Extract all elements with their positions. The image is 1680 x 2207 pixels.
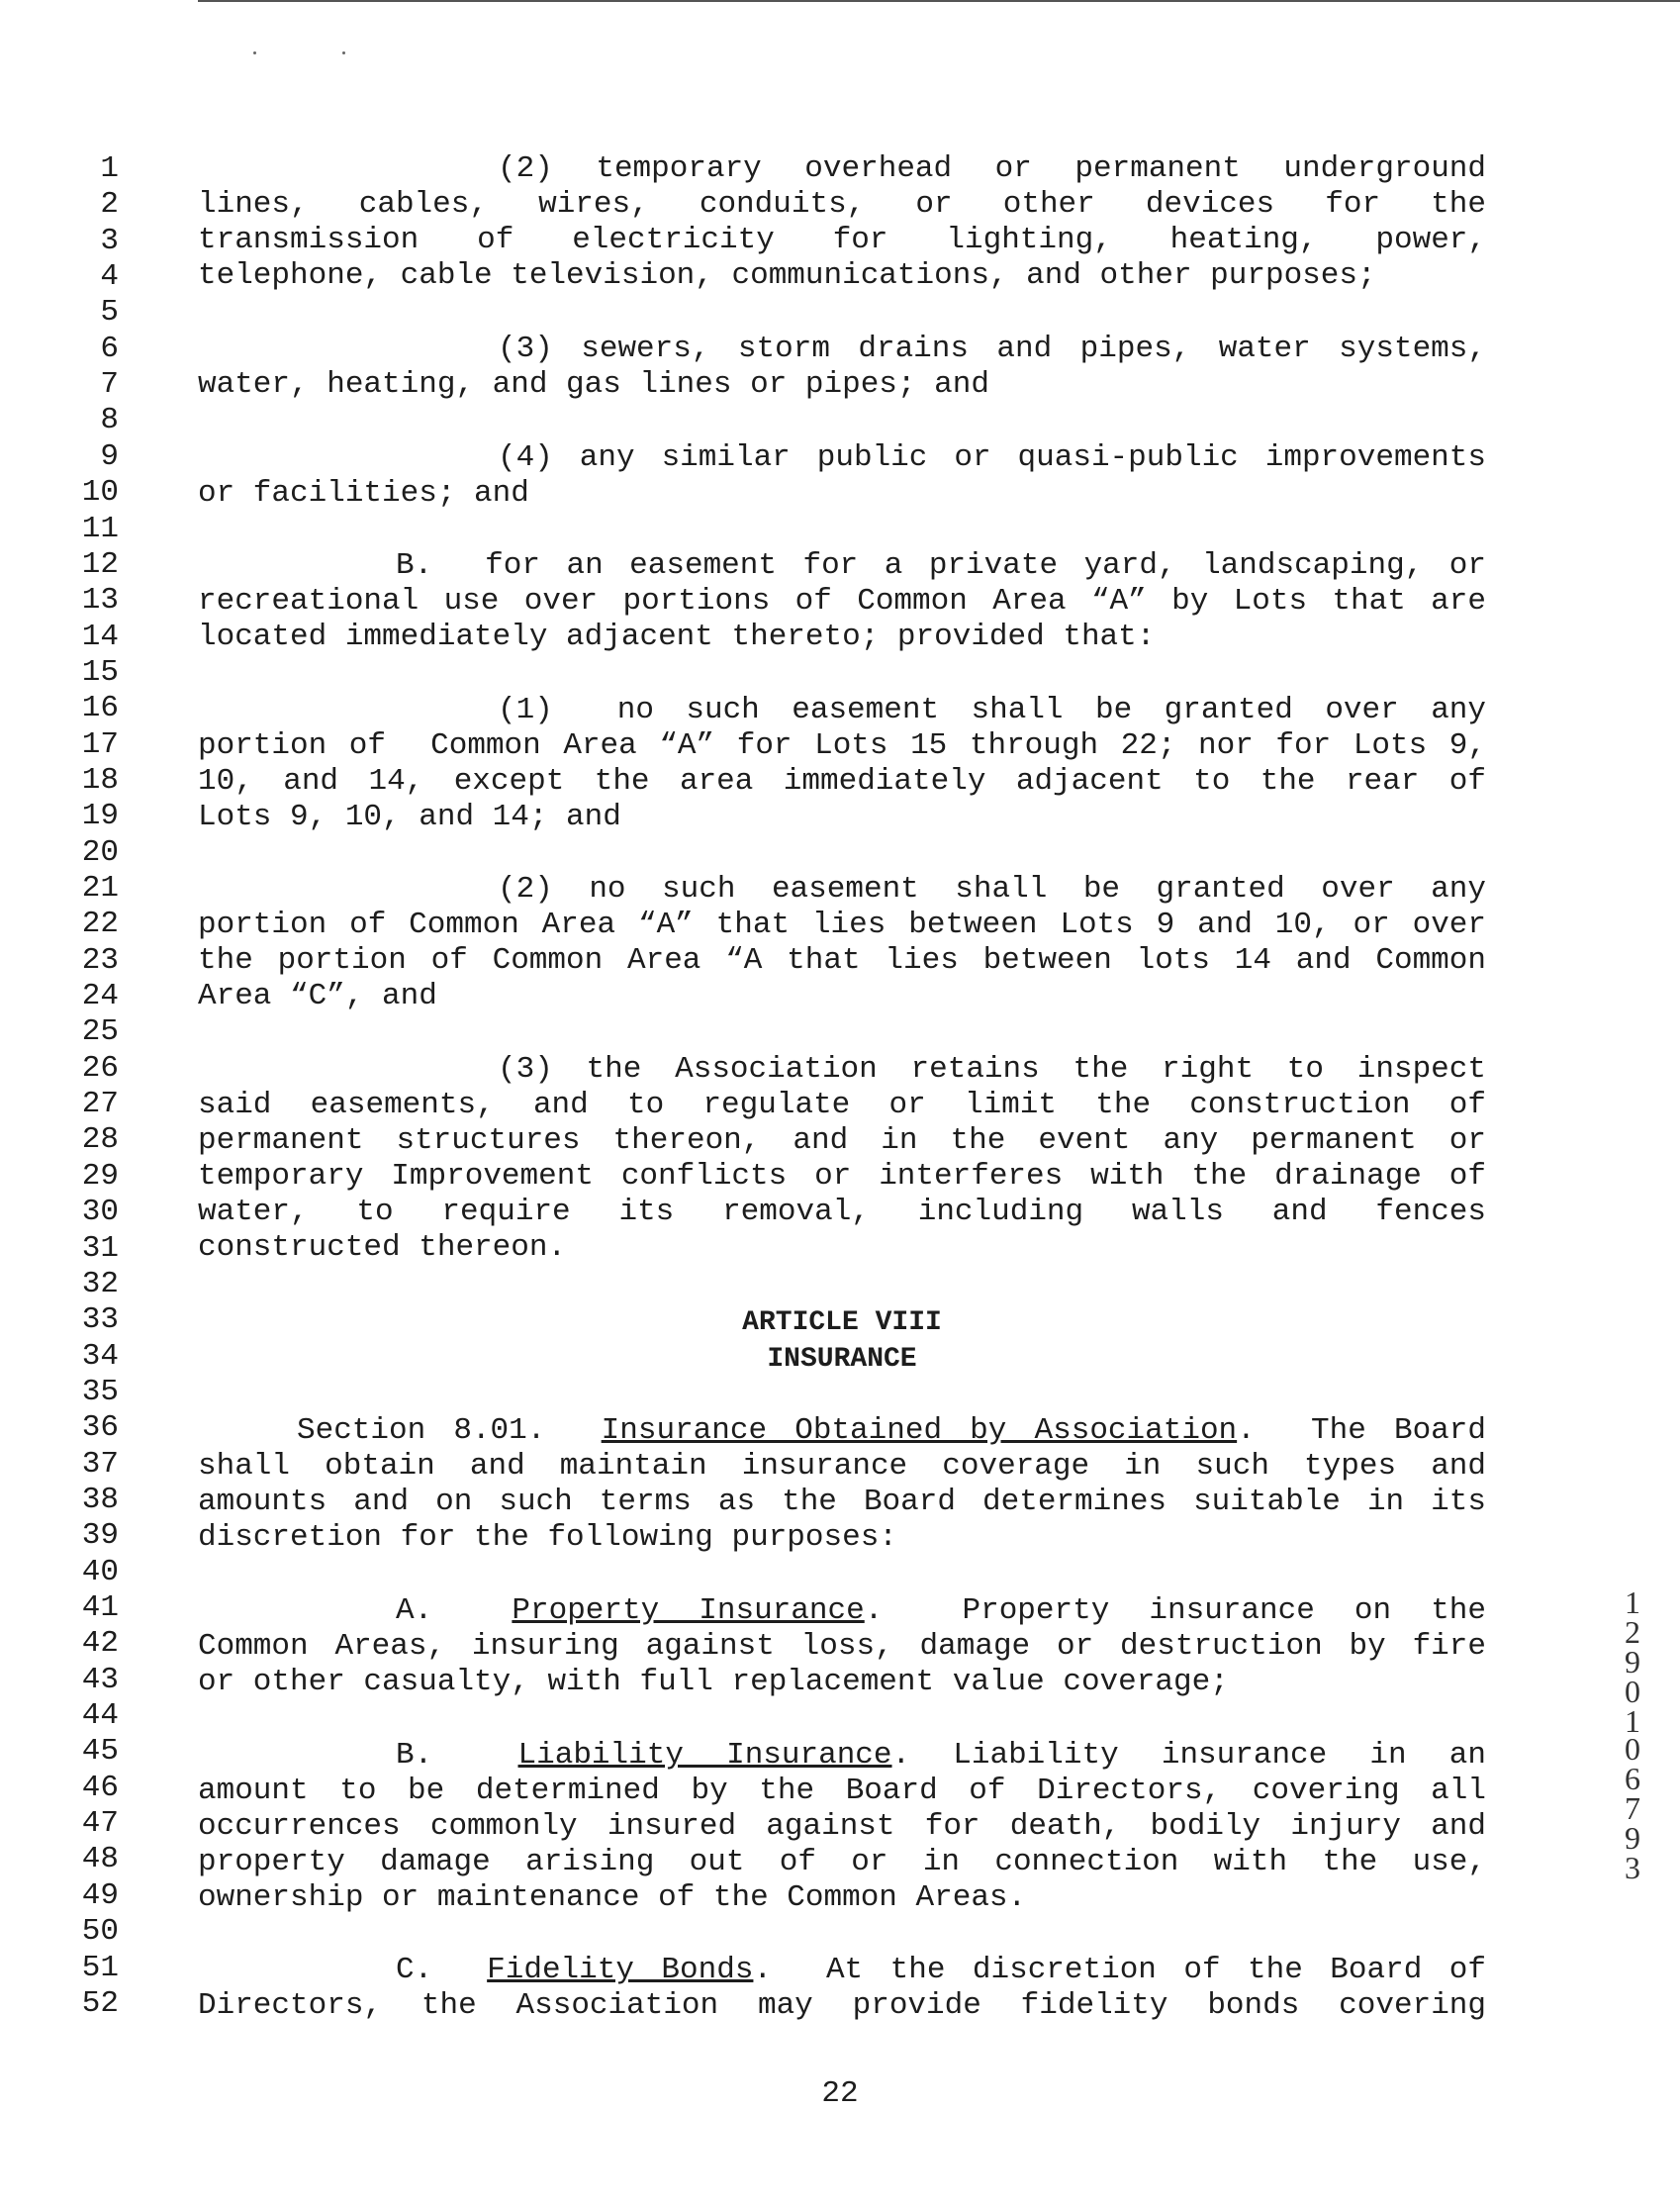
line-number: 29 [81,1159,119,1194]
line-number: 6 [100,332,119,366]
line-number: 45 [81,1734,119,1769]
line-number: 32 [81,1267,119,1301]
body-line: located immediately adjacent thereto; provided that: [198,620,1156,654]
body-line: the portion of Common Area “A that lies between lots 14 and Common [198,943,1486,978]
line-number: 40 [81,1555,119,1589]
line-number: 11 [81,512,119,546]
item-c-title: Fidelity Bonds [487,1953,754,1987]
body-line: said easements, and to regulate or limit the construction of [198,1088,1486,1122]
line-number: 20 [81,835,119,870]
stamp-digit: 3 [1625,1850,1640,1885]
body-line: water, to require its removal, including walls and fences [198,1195,1486,1229]
line-number: 3 [100,224,119,258]
article-heading: ARTICLE VIII [742,1307,942,1338]
line-number: 35 [81,1375,119,1409]
line-number: 39 [81,1518,119,1553]
line-number: 51 [81,1951,119,1985]
line-number: 34 [81,1339,119,1374]
body-line: or other casualty, with full replacement value coverage; [198,1665,1229,1699]
body-line: B. for an easement for a private yard, landscaping, or [396,548,1486,583]
body-line: portion of Common Area “A” that lies between Lots 9 and 10, or over [198,908,1486,942]
line-number: 44 [81,1698,119,1733]
stamp-digit: 1 [1625,1584,1640,1620]
scan-speck [342,51,345,54]
stamp-digit: 1 [1625,1703,1640,1739]
item-a-heading-line [198,1593,1486,1629]
item-c-heading-line [198,1953,1486,1988]
line-number: 43 [81,1663,119,1697]
body-line: (2) no such easement shall be granted over any [498,872,1486,907]
line-number: 28 [81,1122,119,1157]
recording-stamp-book [1613,1584,1652,1739]
body-line: transmission of electricity for lighting, heating, power, [198,223,1486,257]
line-number: 5 [100,295,119,330]
line-number: 33 [81,1302,119,1337]
line-number: 8 [100,403,119,437]
body-line: (3) the Association retains the right to inspect [498,1052,1486,1087]
line-number: 36 [81,1410,119,1445]
item-a-letter: A. [396,1593,433,1628]
stamp-digit: 0 [1625,1731,1640,1767]
line-number: 38 [81,1483,119,1517]
stamp-digit: 7 [1625,1790,1640,1826]
body-line: telephone, cable television, communications, and other purposes; [198,258,1376,293]
body-line: (1) no such easement shall be granted over any [498,693,1486,727]
body-line: ownership or maintenance of the Common Areas. [198,1880,1027,1915]
item-c-letter: C. [396,1953,433,1987]
line-number: 26 [81,1051,119,1086]
body-line: shall obtain and maintain insurance coverage in such types and [198,1449,1486,1484]
body-line: property damage arising out of or in connection with the use, [198,1845,1486,1879]
line-number: 19 [81,799,119,833]
line-number: 4 [100,259,119,294]
stamp-digit: 6 [1625,1761,1640,1796]
line-number: 13 [81,583,119,618]
body-line: (4) any similar public or quasi-public improvements [498,440,1486,475]
page-number: 22 [821,2076,859,2111]
line-number: 7 [100,367,119,402]
line-number: 41 [81,1590,119,1625]
body-line: portion of Common Area “A” for Lots 15 through 22; nor for Lots 9, [198,728,1486,763]
section-first-line-rest: . The Board [1237,1413,1486,1448]
body-line: or facilities; and [198,476,529,511]
body-line: amount to be determined by the Board of Directors, covering all [198,1774,1486,1808]
line-number: 15 [81,655,119,690]
line-number: 50 [81,1914,119,1949]
body-line: (2) temporary overhead or permanent underground [498,151,1486,186]
stamp-digit: 2 [1625,1614,1640,1650]
line-number: 23 [81,943,119,978]
section-title: Insurance Obtained by Association [601,1413,1238,1448]
body-line: temporary Improvement conflicts or interferes with the drainage of [198,1159,1486,1194]
top-edge-line [198,0,1680,2]
body-line: Area “C”, and [198,979,437,1013]
line-number: 22 [81,907,119,941]
line-number: 52 [81,1986,119,2021]
article-title: INSURANCE [767,1344,917,1375]
recording-stamp-page [1613,1731,1652,1885]
body-line: Directors, the Association may provide fidelity bonds covering [198,1988,1486,2023]
stamp-digit: 9 [1625,1820,1640,1856]
line-number: 46 [81,1771,119,1805]
item-b-heading-line [198,1738,1486,1774]
body-line: recreational use over portions of Common Area “A” by Lots that are [198,584,1486,619]
line-number: 17 [81,727,119,762]
line-number: 9 [100,439,119,474]
line-number: 2 [100,187,119,222]
line-number: 21 [81,871,119,906]
line-number: 30 [81,1195,119,1229]
body-line: discretion for the following purposes: [198,1520,897,1555]
line-number: 18 [81,763,119,798]
body-line: Lots 9, 10, and 14; and [198,800,621,834]
line-number: 25 [81,1014,119,1049]
item-c-first-line-rest: . At the discretion of the Board of [753,1953,1486,1987]
line-number: 14 [81,620,119,654]
body-line: 10, and 14, except the area immediately adjacent to the rear of [198,764,1486,799]
stamp-digit: 0 [1625,1674,1640,1709]
line-number: 12 [81,547,119,582]
line-number: 47 [81,1806,119,1841]
line-number: 24 [81,979,119,1013]
item-a-title: Property Insurance [512,1593,865,1628]
item-a-first-line-rest: . Property insurance on the [864,1593,1487,1628]
body-line: (3) sewers, storm drains and pipes, water systems, [498,332,1486,366]
line-number: 16 [81,691,119,725]
line-number: 10 [81,475,119,510]
body-line: amounts and on such terms as the Board determines suitable in its [198,1485,1486,1519]
body-line: water, heating, and gas lines or pipes; and [198,367,989,402]
line-number: 49 [81,1878,119,1913]
line-number: 37 [81,1447,119,1482]
line-number: 27 [81,1087,119,1121]
body-line: lines, cables, wires, conduits, or other devices for the [198,187,1486,222]
scan-speck [253,51,256,54]
item-b-title: Liability Insurance [517,1738,892,1773]
section-heading-line [198,1413,1486,1449]
line-number: 42 [81,1626,119,1661]
body-line: constructed thereon. [198,1230,567,1265]
item-b-letter: B. [396,1738,433,1773]
line-number: 1 [100,151,119,186]
line-number: 48 [81,1842,119,1876]
stamp-digit: 9 [1625,1644,1640,1679]
item-b-first-line-rest: . Liability insurance in an [891,1738,1486,1773]
section-prefix: Section 8.01. [297,1413,546,1448]
body-line: permanent structures thereon, and in the event any permanent or [198,1123,1486,1158]
body-line: occurrences commonly insured against for death, bodily injury and [198,1809,1486,1844]
line-number: 31 [81,1231,119,1266]
body-line: Common Areas, insuring against loss, damage or destruction by fire [198,1629,1486,1664]
